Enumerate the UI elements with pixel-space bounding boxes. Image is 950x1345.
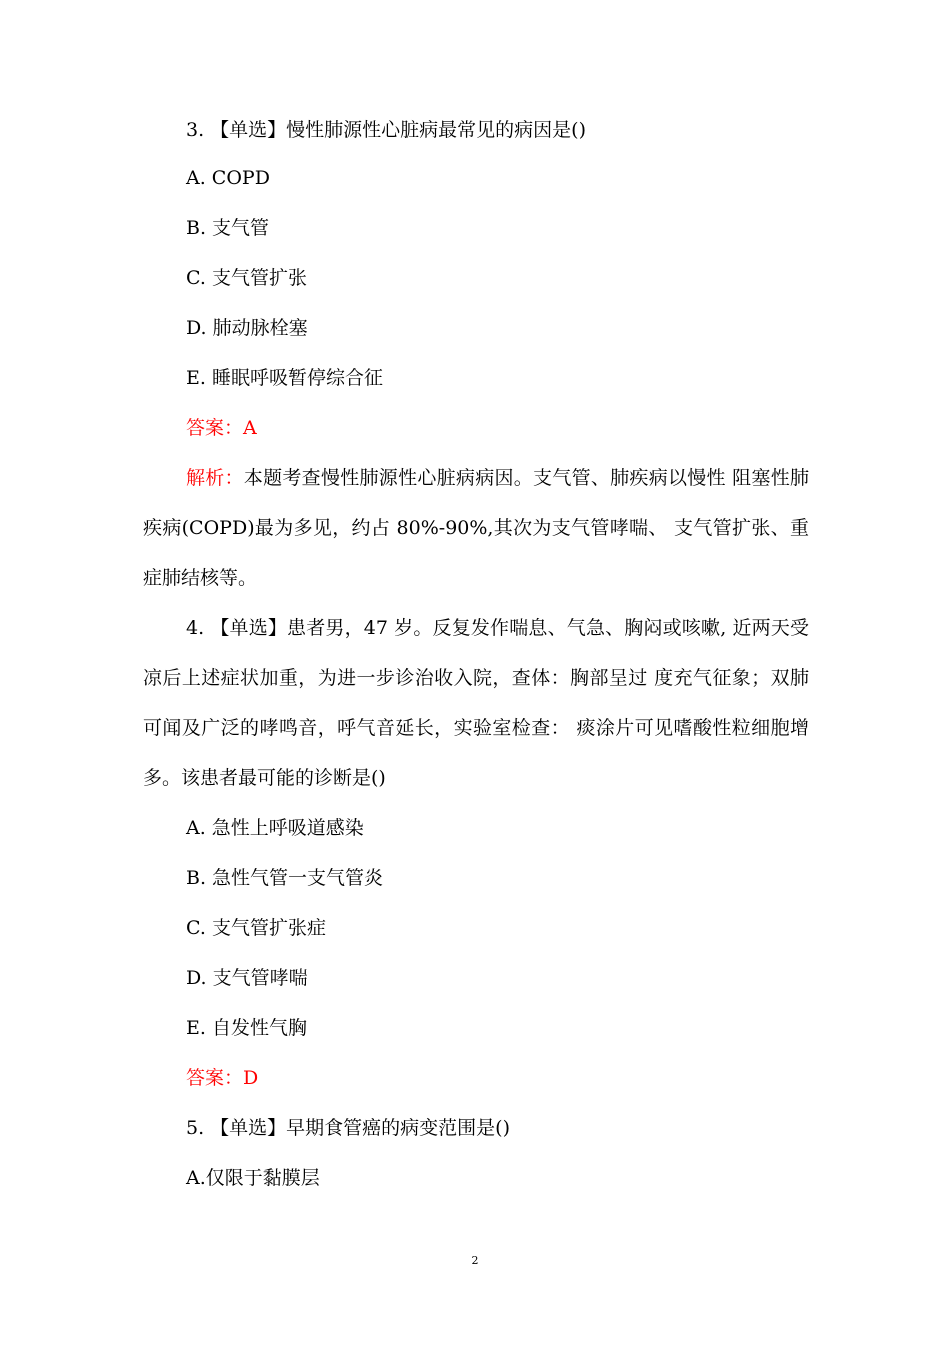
question-4-option-e: E. 自发性气胸 (186, 1017, 307, 1039)
analysis-label: 解析： (186, 467, 244, 489)
answer-label: 答案： (186, 1067, 244, 1089)
answer-label: 答案： (186, 417, 244, 439)
question-3-option-c: C. 支气管扩张 (186, 267, 307, 289)
question-4-option-a: A. 急性上呼吸道感染 (186, 817, 364, 839)
analysis-text: 本题考查慢性肺源性心脏病病因。支气管、肺疾病以慢性 阻塞性肺疾病(COPD)最为多见，约占 80%-90%,其次为支气管哮喘、 支气管扩张、重症肺结核等。 (143, 467, 809, 589)
answer-value: D (243, 1067, 259, 1089)
question-3-answer (186, 415, 257, 441)
question-3-stem: 3. 【单选】慢性肺源性心脏病最常见的病因是() (186, 119, 586, 141)
question-3-analysis (143, 453, 809, 603)
question-5-option-a: A.仅限于黏膜层 (186, 1167, 320, 1189)
question-4-answer (186, 1065, 258, 1091)
question-4-option-c: C. 支气管扩张症 (186, 917, 326, 939)
answer-value: A (243, 417, 257, 439)
page-number: 2 (471, 1254, 479, 1267)
question-4-option-d: D. 支气管哮喘 (186, 967, 308, 989)
question-3-option-e: E. 睡眠呼吸暂停综合征 (186, 367, 383, 389)
question-5-stem: 5. 【单选】早期食管癌的病变范围是() (186, 1117, 510, 1139)
question-3-option-d: D. 肺动脉栓塞 (186, 317, 308, 339)
question-3-option-a: A. COPD (186, 167, 270, 189)
question-3-option-b: B. 支气管 (186, 217, 270, 239)
question-4-stem: 4. 【单选】患者男，47 岁。反复发作喘息、气急、胸闷或咳嗽, 近两天受凉后上述症状加重，为进一步诊治收入院，查体：胸部呈过 度充气征象；双肺可闻及广泛的哮鸣音，呼气音延长，实验室检查： 痰涂片可见嗜酸性粒细胞增多。该患者最可能的诊断是() (143, 617, 809, 789)
question-4-option-b: B. 急性气管一支气管炎 (186, 867, 384, 889)
